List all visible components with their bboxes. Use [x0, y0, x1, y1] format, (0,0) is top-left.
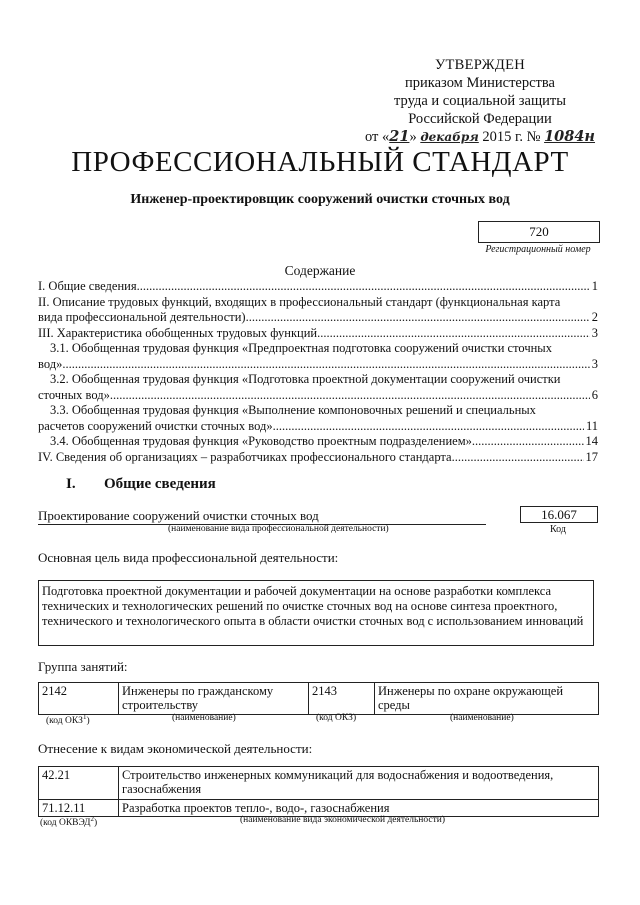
toc-item[interactable]	[38, 279, 598, 295]
toc-item-line[interactable]: II. Описание трудовых функций, входящих в профессиональный стандарт (функциональная карта	[38, 294, 561, 309]
order-number: 1084н	[544, 128, 596, 145]
economic-activity-table	[38, 766, 599, 817]
toc-item-page: 17	[585, 449, 598, 464]
okved-name-caption: (наименование вида экономической деятельности)	[240, 815, 445, 825]
document-title: ПРОФЕССИОНАЛЬНЫЙ СТАНДАРТ	[71, 146, 569, 178]
goal-label: Основная цель вида профессиональной деятельности:	[38, 550, 339, 565]
document-subtitle: Инженер-проектировщик сооружений очистки сточных вод	[130, 192, 510, 207]
section-heading	[66, 476, 216, 493]
toc-item-text: III. Характеристика обобщенных трудовых функций .....	[38, 326, 590, 342]
approval-status: УТВЕРЖДЕН	[434, 57, 526, 73]
toc-item[interactable]	[38, 310, 598, 326]
toc-item[interactable]	[38, 450, 598, 466]
okved-name: Разработка проектов тепло-, водо-, газоснабжения	[119, 800, 599, 817]
approval-line-2: труда и социальной защиты	[394, 93, 566, 109]
occupation-table	[38, 682, 599, 715]
toc-item-line[interactable]: 3.2. Обобщенная трудовая функция «Подготовка проектной документации сооружений очистки	[50, 372, 561, 386]
section-number: I.	[66, 476, 76, 492]
approval-block	[360, 56, 600, 146]
date-month: декабря	[420, 130, 479, 144]
occupation-group-label: Группа занятий:	[38, 659, 128, 674]
toc-item-page: 14	[585, 434, 598, 448]
registration-number: 720	[478, 221, 600, 243]
toc-item-text: вида профессиональной деятельности) .....	[38, 310, 590, 326]
okved-code-caption: (код ОКВЭД$^2$)	[40, 815, 98, 829]
occ-name-caption: (наименование)	[172, 713, 236, 723]
toc-item[interactable]	[38, 357, 598, 373]
toc-item-text: сточных вод» .....	[38, 388, 590, 404]
date-prefix: от «	[364, 129, 390, 145]
activity-kind-caption: (наименование вида профессиональной деятельности)	[168, 524, 389, 534]
toc-item-text: расчетов сооружений очистки сточных вод» .....	[38, 419, 584, 435]
activity-code: 16.067	[520, 506, 598, 523]
okved-code: 42.21	[39, 767, 119, 800]
toc-item[interactable]	[38, 419, 598, 435]
occupation-code: 2143	[309, 683, 375, 715]
approval-line-3: Российской Федерации	[408, 111, 552, 127]
toc-item-page: 11	[585, 418, 598, 433]
goal-text: Подготовка проектной документации и рабочей документации на основе разработки комплекса технических и технологических решений по очистке сточных вод на основе синтеза проектного, технического и технологического опыта в области очистки сточных вод с использованием инноваций	[38, 580, 594, 646]
toc-item-page: 3	[591, 356, 598, 371]
okved-name: Строительство инженерных коммуникаций для водоснабжения и водоотведения, газоснабжения	[119, 767, 599, 800]
occupation-name: Инженеры по охране окружающей среды	[375, 683, 599, 715]
toc-item-page: 3	[591, 325, 598, 340]
toc-item[interactable]	[38, 434, 598, 450]
toc-item-page: 1	[591, 279, 598, 293]
date-year: 2015 г. №	[482, 129, 541, 145]
toc-item-text: 3.4. Обобщенная трудовая функция «Руководство проектным подразделением» .....	[50, 434, 584, 450]
table-row	[39, 683, 599, 715]
toc-item-page: 2	[591, 310, 598, 324]
occupation-name: Инженеры по гражданскому строительству	[119, 683, 309, 715]
activity-kind: Проектирование сооружений очистки сточных вод	[38, 508, 486, 525]
activity-code-caption: Код	[550, 524, 566, 535]
registration-label: Регистрационный номер	[485, 244, 591, 255]
toc-item-page: 6	[591, 387, 598, 402]
toc-item-line[interactable]: 3.3. Обобщенная трудовая функция «Выполнение компоновочных решений и специальных	[50, 403, 536, 417]
okved-code: 71.12.11	[39, 800, 119, 817]
date-day: 21	[389, 128, 410, 145]
occupation-code: 2142	[39, 683, 119, 715]
toc-item-text: вод» .....	[38, 357, 590, 373]
toc-item[interactable]	[38, 388, 598, 404]
occ-code-caption-2: (код ОКЗ)	[316, 713, 357, 723]
toc-item-line[interactable]: 3.1. Обобщенная трудовая функция «Предпроектная подготовка сооружений очистки сточных	[50, 341, 552, 355]
toc-item-text: IV. Сведения об организациях – разработчиках профессионального стандарта .....	[38, 450, 584, 466]
toc-heading: Содержание	[284, 263, 356, 278]
section-title: Общие сведения	[104, 476, 216, 492]
occ-name-caption-2: (наименование)	[450, 713, 514, 723]
table-row	[39, 800, 599, 817]
approval-date	[360, 128, 600, 146]
toc-item-text: I. Общие сведения .....	[38, 279, 590, 295]
table-of-contents	[38, 279, 598, 465]
date-mid: »	[409, 129, 417, 145]
occ-code-caption: (код ОКЗ$^1$)	[46, 713, 90, 727]
economic-activity-label: Отнесение к видам экономической деятельности:	[38, 741, 313, 756]
toc-item[interactable]	[38, 326, 598, 342]
table-row	[39, 767, 599, 800]
approval-line-1: приказом Министерства	[405, 75, 555, 91]
